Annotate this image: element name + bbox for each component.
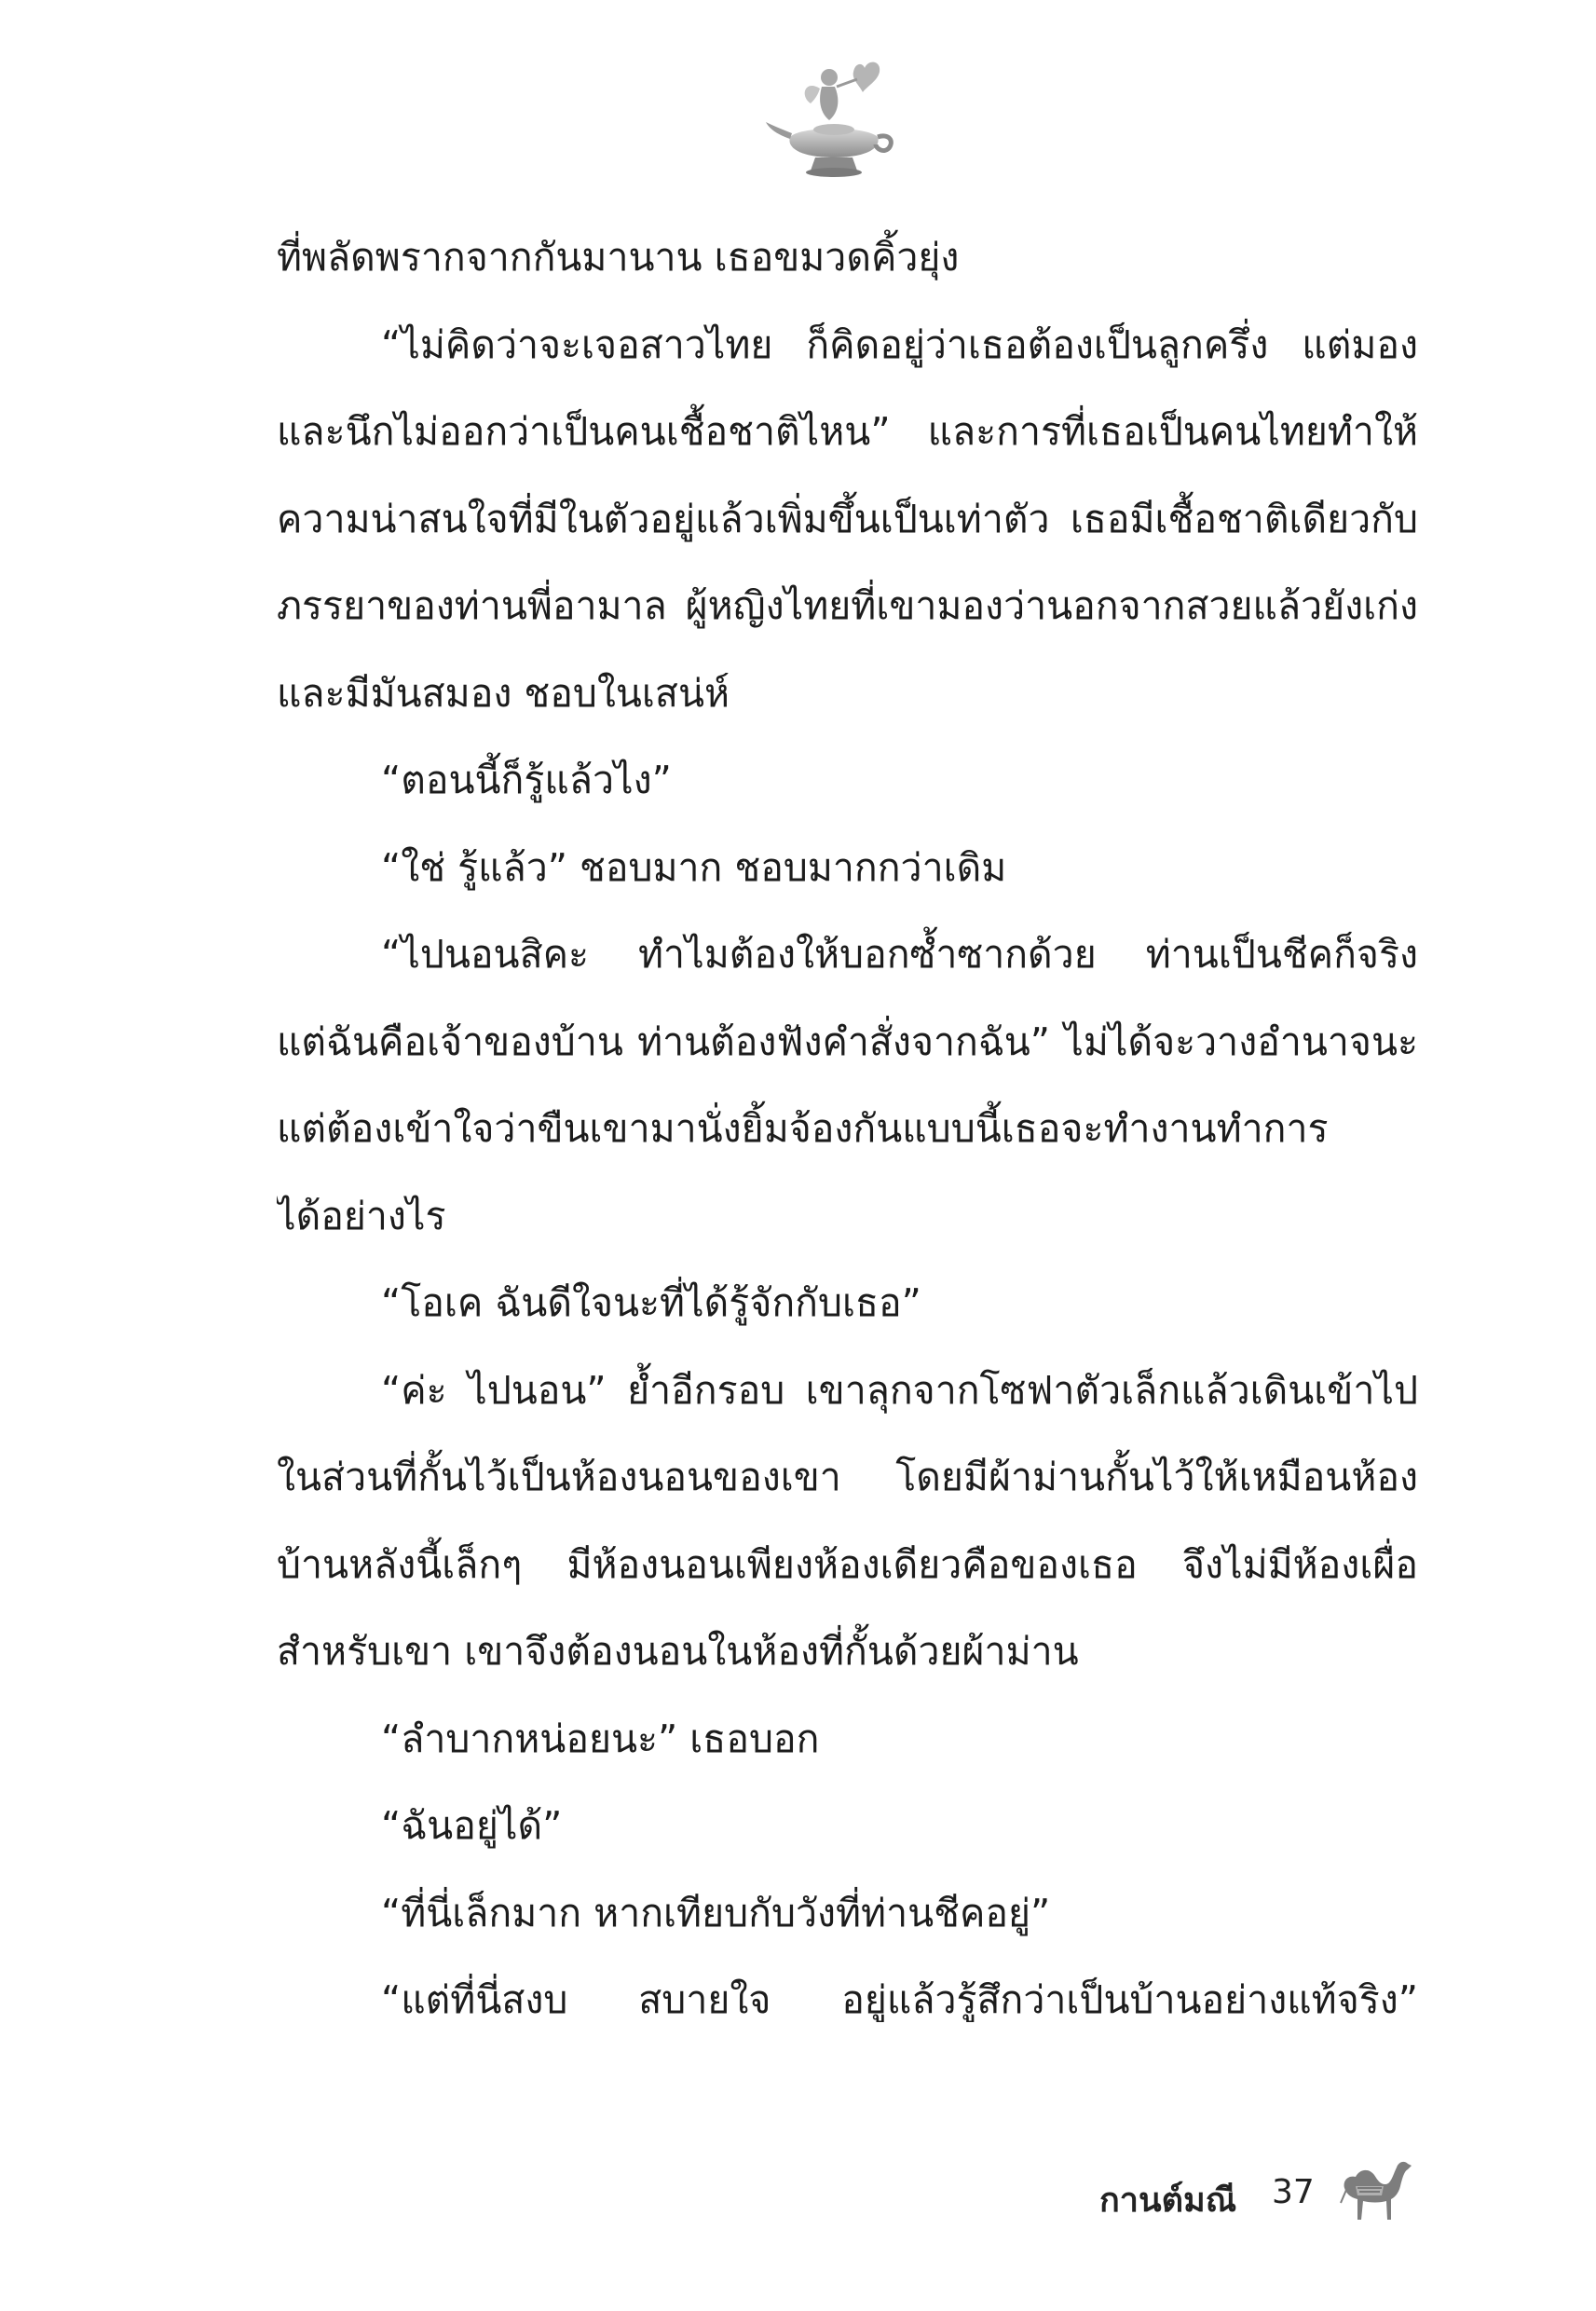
text-line: “แต่ที่นี่สงบ สบายใจ อยู่แล้วรู้สึกว่าเป็นบ้านอย่างแท้จริง” bbox=[381, 1977, 1418, 2022]
text-line: “ไปนอนสิคะ ทำไมต้องให้บอกซ้ำซากด้วย ท่านเป็นชีคก็จริง bbox=[381, 932, 1418, 977]
text-line: “ฉันอยู่ได้” bbox=[381, 1803, 563, 1848]
body-text bbox=[277, 214, 1418, 2022]
book-title: กานต์มณี bbox=[1099, 2181, 1237, 2220]
page-footer bbox=[1071, 2153, 1444, 2236]
text-line: และนึกไม่ออกว่าเป็นคนเชื้อชาติไหน” และการที่เธอเป็นคนไทยทำให้ bbox=[277, 409, 1418, 454]
text-line: ที่พลัดพรากจากกันมานาน เธอขมวดคิ้วยุ่ง bbox=[277, 235, 960, 280]
text-line: ในส่วนที่กั้นไว้เป็นห้องนอนของเขา โดยมีผ้าม่านกั้นไว้ให้เหมือนห้อง bbox=[277, 1455, 1418, 1499]
text-line: และมีมันสมอง ชอบในเสน่ห์ bbox=[277, 670, 730, 716]
text-line: “ตอนนี้ก็รู้แล้วไง” bbox=[381, 758, 672, 802]
text-line: แต่ฉันคือเจ้าของบ้าน ท่านต้องฟังคำสั่งจากฉัน” ไม่ได้จะวางอำนาจนะ bbox=[277, 1019, 1418, 1064]
cupid-genie-lamp-icon bbox=[764, 51, 904, 191]
text-line: บ้านหลังนี้เล็กๆ มีห้องนอนเพียงห้องเดียวคือของเธอ จึงไม่มีห้องเผื่อ bbox=[277, 1541, 1418, 1587]
camel-icon bbox=[1337, 2153, 1416, 2227]
text-line: “ลำบากหน่อยนะ” เธอบอก bbox=[381, 1716, 820, 1761]
text-line: ได้อย่างไร bbox=[277, 1193, 446, 1238]
text-line: “โอเค ฉันดีใจนะที่ได้รู้จักกับเธอ” bbox=[381, 1280, 921, 1325]
text-line: สำหรับเขา เขาจึงต้องนอนในห้องที่กั้นด้วยผ้าม่าน bbox=[277, 1629, 1079, 1674]
text-line: “ใช่ รู้แล้ว” ชอบมาก ชอบมากกว่าเดิม bbox=[381, 844, 1007, 890]
text-line: “ไม่คิดว่าจะเจอสาวไทย ก็คิดอยู่ว่าเธอต้องเป็นลูกครึ่ง แต่มอง bbox=[381, 321, 1418, 367]
page-number: 37 bbox=[1272, 2173, 1315, 2211]
text-line: “ค่ะ ไปนอน” ย้ำอีกรอบ เขาลุกจากโซฟาตัวเล็กแล้วเดินเข้าไป bbox=[381, 1367, 1418, 1413]
text-line: ภรรยาของท่านพี่อามาล ผู้หญิงไทยที่เขามองว่านอกจากสวยแล้วยังเก่ง bbox=[277, 583, 1418, 628]
text-line: “ที่นี่เล็กมาก หากเทียบกับวังที่ท่านชีคอยู่” bbox=[381, 1890, 1051, 1935]
text-line: ความน่าสนใจที่มีในตัวอยู่แล้วเพิ่มขึ้นเป็นเท่าตัว เธอมีเชื้อชาติเดียวกับ bbox=[277, 496, 1418, 541]
text-line: แต่ต้องเข้าใจว่าขืนเขามานั่งยิ้มจ้องกันแบบนี้เธอจะทำงานทำการ bbox=[277, 1106, 1329, 1151]
